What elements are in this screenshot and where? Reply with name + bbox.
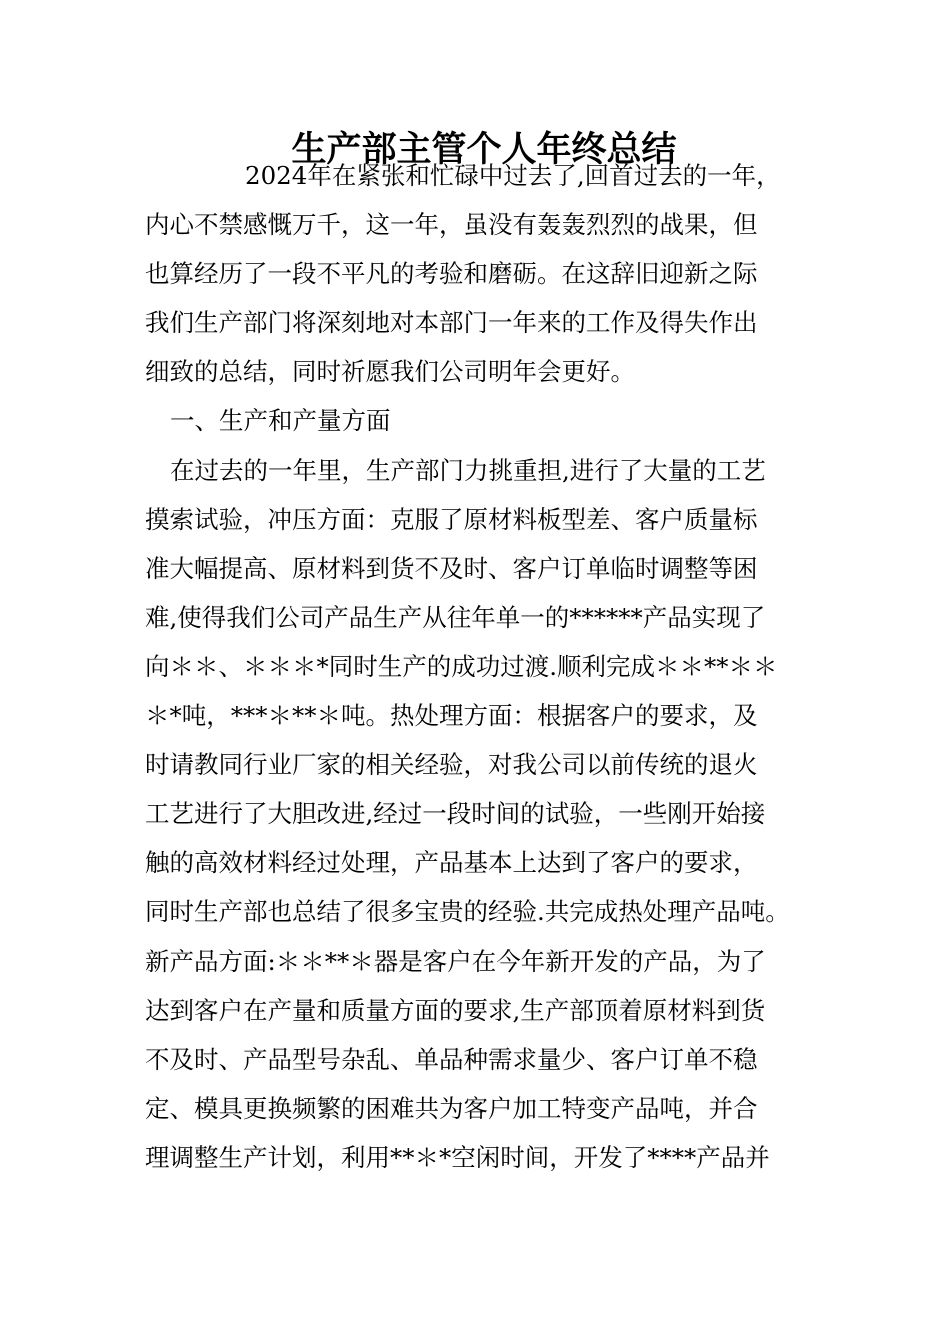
paragraph-line: 达到客户在产量和质量方面的要求,生产部顶着原材料到货 xyxy=(145,995,766,1025)
paragraph-line: 难,使得我们公司产品生产从往年单一的******产品实现了 xyxy=(145,602,766,632)
paragraph-line: 细致的总结，同时祈愿我们公司明年会更好。 xyxy=(145,357,635,387)
document-title: 生产部主管个人年终总结 xyxy=(291,129,677,170)
paragraph-line: 理调整生产计划，利用**＊*空闲时间，开发了****产品并 xyxy=(145,1142,770,1172)
paragraph-line: 工艺进行了大胆改进,经过一段时间的试验，一些刚开始接 xyxy=(145,799,766,829)
paragraph-line: ＊*吨，***＊**＊吨。热处理方面：根据客户的要求，及 xyxy=(145,701,758,731)
section-heading: 一、生产和产量方面 xyxy=(170,406,391,436)
paragraph-line: 内心不禁感慨万千，这一年，虽没有轰轰烈烈的战果，但 xyxy=(145,210,758,240)
paragraph-line: 2024年在紧张和忙碌中过去了,回首过去的一年， xyxy=(245,161,781,190)
paragraph-line: 新产品方面:＊＊**＊器是客户在今年新开发的产品，为了 xyxy=(145,946,766,976)
paragraph-line: 准大幅提高、原材料到货不及时、客户订单临时调整等困 xyxy=(145,553,758,583)
paragraph-line: 也算经历了一段不平凡的考验和磨砺。在这辞旧迎新之际 xyxy=(145,259,758,289)
paragraph-line: 同时生产部也总结了很多宝贵的经验.共完成热处理产品吨。 xyxy=(145,897,790,927)
paragraph-line: 向＊＊、＊＊＊*同时生产的成功过渡.顺利完成＊＊**＊＊ xyxy=(145,651,778,681)
paragraph-line: 时请教同行业厂家的相关经验，对我公司以前传统的退火 xyxy=(145,750,758,780)
paragraph-line: 触的高效材料经过处理，产品基本上达到了客户的要求， xyxy=(145,848,758,878)
paragraph-line: 我们生产部门将深刻地对本部门一年来的工作及得失作出 xyxy=(145,308,758,338)
paragraph-line: 不及时、产品型号杂乱、单品种需求量少、客户订单不稳 xyxy=(145,1044,758,1074)
document-body xyxy=(145,151,835,1182)
paragraph-line: 在过去的一年里，生产部门力挑重担,进行了大量的工艺 xyxy=(170,455,766,485)
paragraph-line: 摸索试验，冲压方面：克服了原材料板型差、客户质量标 xyxy=(145,504,758,534)
paragraph-line: 定、模具更换频繁的困难共为客户加工特变产品吨，并合 xyxy=(145,1093,758,1123)
